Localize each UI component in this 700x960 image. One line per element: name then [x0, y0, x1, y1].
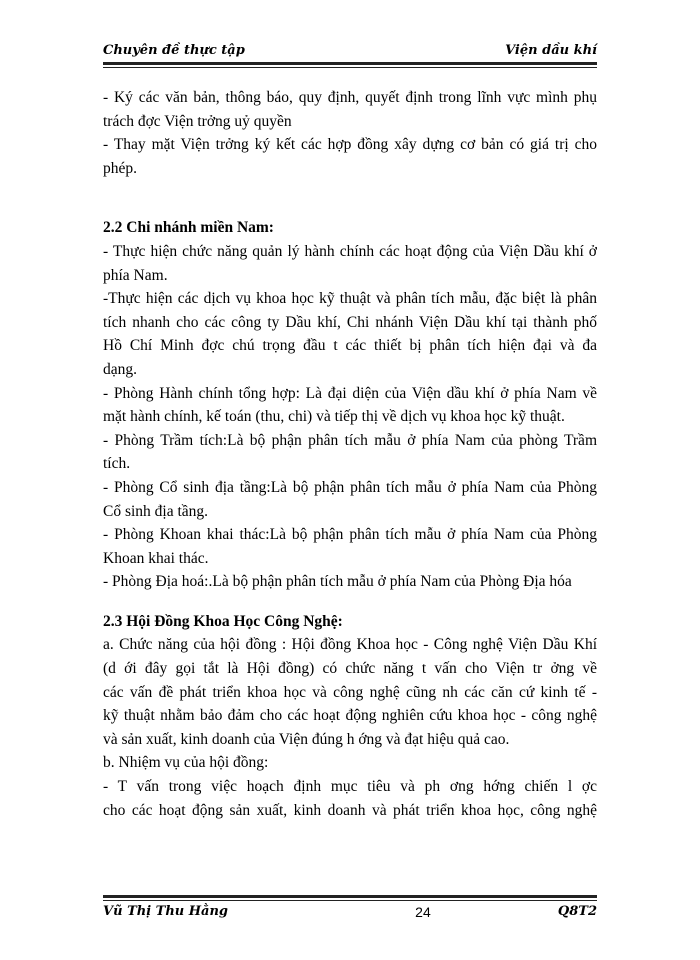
section — [103, 216, 597, 594]
text-line: tích nhanh cho các công ty Dầu khí, Chi nhánh Viện Dầu khí tại thành phố — [103, 313, 597, 331]
page-footer — [103, 904, 597, 920]
text-line: -Thực hiện các dịch vụ khoa học kỹ thuật và phân tích mẫu, đặc biệt là phân — [103, 290, 597, 308]
text-line: - Thực hiện chức năng quản lý hành chính các hoạt động của Viện Dầu khí ở — [103, 242, 597, 260]
text-line: - T vấn trong việc hoạch định mục tiêu và ph ơng hớng chiến l ợc — [103, 778, 597, 796]
text-line: mặt hành chính, kế toán (thu, chi) và tiếp thị về dịch vụ khoa học kỹ thuật. — [103, 408, 565, 426]
text-line: - Ký các văn bản, thông báo, quy định, quyết định trong lĩnh vực mình phụ — [103, 89, 597, 106]
text-line: Khoan khai thác. — [103, 549, 209, 567]
text-line: trách đợc Viện trởng uỷ quyền — [103, 112, 292, 130]
text-line: cho các hoạt động sản xuất, kinh doanh và phát triển khoa học, công nghệ — [103, 801, 597, 819]
footer-class: Q8T2 — [557, 904, 597, 919]
text-line: - Phòng Địa hoá:.Là bộ phận phân tích mẫu ở phía Nam của Phòng Địa hóa — [103, 573, 572, 591]
text-line: - Phòng Hành chính tổng hợp: Là đại diện của Viện dầu khí ở phía Nam về — [103, 384, 597, 402]
text-line: phép. — [103, 159, 138, 177]
text-line: tích. — [103, 455, 131, 473]
text-line: a. Chức năng của hội đồng : Hội đồng Khoa học - Công nghệ Viện Dầu Khí — [103, 636, 597, 654]
page-number: 24 — [415, 904, 431, 920]
text-line: kỹ thuật nhằm bảo đảm cho các hoạt động nghiên cứu khoa học - công nghệ — [103, 707, 597, 725]
section-heading: 2.2 Chi nhánh miền Nam: — [103, 219, 274, 237]
text-line: - Phòng Khoan khai thác:Là bộ phận phân tích mẫu ở phía Nam của Phòng — [103, 526, 597, 544]
footer-author: Vũ Thị Thu Hằng — [103, 904, 229, 919]
text-line: - Phòng Cổ sinh địa tầng:Là bộ phận phân tích mẫu ở phía Nam của Phòng — [103, 478, 597, 496]
footer-rule — [103, 895, 597, 901]
text-line: phía Nam. — [103, 266, 168, 284]
text-line: b. Nhiệm vụ của hội đồng: — [103, 754, 269, 772]
page-header — [103, 43, 597, 58]
section — [103, 610, 597, 822]
header-right: Viện dầu khí — [505, 43, 597, 58]
document-body — [103, 86, 597, 822]
section — [103, 86, 597, 180]
text-line: - Phòng Trầm tích:Là bộ phận phân tích mẫu ở phía Nam của phòng Trầm — [103, 431, 597, 449]
text-line: (d ới đây gọi tắt là Hội đồng) có chức năng t vấn cho Viện tr ởng về — [103, 660, 597, 678]
text-line: Hồ Chí Minh đợc chú trọng đầu t các thiết bị phân tích hiện đại và đa — [103, 337, 597, 355]
section-heading: 2.3 Hội Đồng Khoa Học Công Nghệ: — [103, 612, 343, 630]
header-left: Chuyên đề thực tập — [103, 43, 245, 58]
text-line: và sản xuất, kinh doanh của Viện đúng h ớng và đạt hiệu quả cao. — [103, 730, 510, 748]
text-line: Cổ sinh địa tầng. — [103, 502, 209, 520]
text-line: - Thay mặt Viện trởng ký kết các hợp đồng xây dựng cơ bản có giá trị cho — [103, 136, 597, 154]
text-line: dạng. — [103, 360, 138, 378]
header-rule — [103, 62, 597, 68]
text-line: các vấn đề phát triển khoa học và công nghệ cũng nh các căn cứ kinh tế - — [103, 683, 597, 701]
